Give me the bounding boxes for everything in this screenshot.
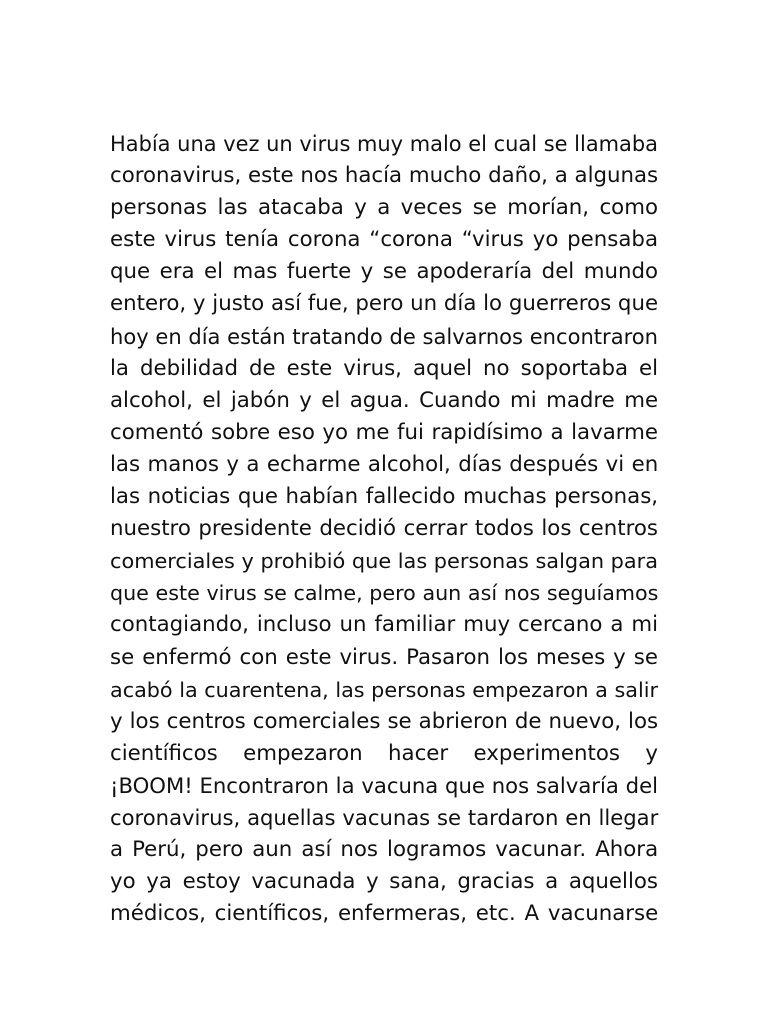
paragraph-line: las manos y a echarme alcohol, días después vi en (110, 451, 659, 477)
paragraph-line: a Perú, pero aun así nos logramos vacunar. Ahora (110, 837, 659, 863)
paragraph-line: ¡BOOM! Encontraron la vacuna que nos salvaría del (110, 772, 658, 798)
paragraph-line: científicos empezaron hacer experimentos y (110, 740, 658, 766)
paragraph-line: nuestro presidente decidió cerrar todos los centros (110, 516, 658, 542)
paragraph-line: comentó sobre eso yo me fui rapidísimo a lavarme (110, 419, 658, 445)
paragraph-line: que era el mas fuerte y se apoderaría del mundo (110, 259, 658, 285)
paragraph-line: contagiando, incluso un familiar muy cercano a mi (110, 612, 658, 638)
paragraph-line: yo ya estoy vacunada y sana, gracias a aquellos (110, 869, 658, 895)
body-paragraph (110, 128, 658, 930)
paragraph-line: acabó la cuarentena, las personas empezaron a salir (110, 677, 658, 702)
paragraph-line: y los centros comerciales se abrieron de nuevo, los (110, 708, 659, 734)
paragraph-line: coronavirus, aquellas vacunas se tardaron en llegar (110, 804, 659, 830)
paragraph-line: este virus tenía corona “corona “virus yo pensaba (110, 227, 658, 253)
paragraph-line: personas las atacaba y a veces se morían, como (110, 195, 658, 221)
paragraph-line: se enfermó con este virus. Pasaron los meses y se (110, 644, 658, 670)
paragraph-line: alcohol, el jabón y el agua. Cuando mi madre me (110, 387, 659, 413)
paragraph-line: comerciales y prohibió que las personas salgan para (110, 549, 658, 574)
paragraph-line: Había una vez un virus muy malo el cual se llamaba (110, 132, 658, 156)
paragraph-line: que este virus se calme, pero aun así nos seguíamos (110, 581, 659, 606)
paragraph-line: hoy en día están tratando de salvarnos encontraron (110, 323, 658, 349)
paragraph-line: entero, y justo así fue, pero un día lo guerreros que (110, 291, 659, 317)
paragraph-line: la debilidad de este virus, aquel no soportaba el (110, 355, 659, 381)
paragraph-line: coronavirus, este nos hacía mucho daño, a algunas (110, 163, 659, 189)
paragraph-line: médicos, científicos, enfermeras, etc. A vacunarse (110, 901, 659, 927)
paragraph-line: las noticias que habían fallecido muchas personas, (110, 484, 659, 510)
